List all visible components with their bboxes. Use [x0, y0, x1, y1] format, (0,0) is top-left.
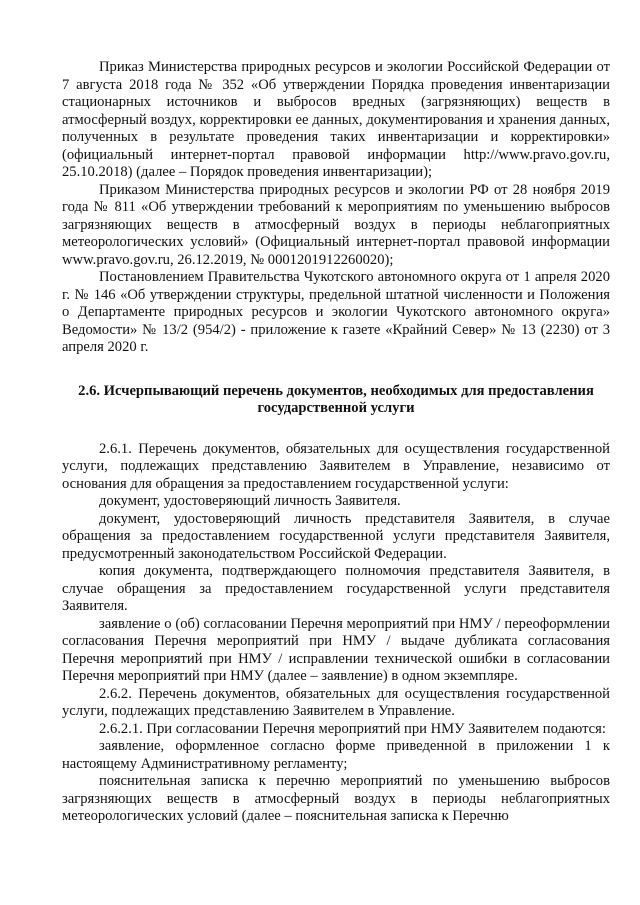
- list-item-identity-document: документ, удостоверяющий личность Заявителя.: [99, 493, 401, 509]
- section-heading: 2.6. Исчерпывающий перечень документов, необходимых для предоставления государственной услуги: [78, 382, 594, 416]
- document-page: [62, 59, 610, 826]
- paragraph-2-6-2: 2.6.2. Перечень документов, обязательных для осуществления государственной услуги, подлежащих представлению Заявителем в Управление.: [62, 685, 610, 719]
- list-item-representative-identity: документ, удостоверяющий личность представителя Заявителя, в случае обращения за предоставлением государственной услуги представителя Заявителя, предусмотренный законодательством Российской Федерации.: [62, 510, 610, 562]
- paragraph-2-6-2-1: 2.6.2.1. При согласовании Перечня мероприятий при НМУ Заявителем подаются:: [99, 720, 606, 737]
- list-item-explanatory-note: пояснительная записка к перечню мероприятий по уменьшению выбросов загрязняющих веществ в атмосферный воздух в периоды неблагоприятных метеорологических условий (далее – пояснительная записка к Перечню: [62, 773, 610, 824]
- list-item-power-of-attorney-copy: копия документа, подтверждающего полномочия представителя Заявителя, в случае обращения за предоставлением государственной услуги представителя Заявителя.: [62, 563, 610, 614]
- paragraph-order-352: Приказ Министерства природных ресурсов и экологии Российской Федерации от 7 августа 2018 года № 352 «Об утверждении Порядка проведения инвентаризации стационарных источников и выбросов вредных (загрязняющих) веществ в атмосферный воздух, корректировки ее данных, документирования и хранения данных, полученных в результате проведения таких инвентаризации и корректировки» (официальный интернет-портал правовой информации http://www.pravo.gov.ru, 25.10.2018) (далее – Порядок проведения инвентаризации);: [62, 59, 610, 180]
- list-item-application: заявление о (об) согласовании Перечня мероприятий при НМУ / переоформлении согласования Перечня мероприятий при НМУ / выдаче дубликата согласования Перечня мероприятий при НМУ / исправлении технической ошибки в согласовании Перечня мероприятий при НМУ (далее – заявление) в одном экземпляре.: [62, 615, 610, 684]
- paragraph-order-811: Приказом Министерства природных ресурсов и экологии РФ от 28 ноября 2019 года № 811 «Об утверждении требований к мероприятиям по уменьшению выбросов загрязняющих веществ в атмосферный воздух в периоды неблагоприятных метеорологических условий» (Официальный интернет-портал правовой информации www.pravo.gov.ru, 26.12.2019, № 0001201912260020);: [62, 181, 610, 268]
- paragraph-resolution-146: Постановлением Правительства Чукотского автономного округа от 1 апреля 2020 г. № 146 «Об утверждении структуры, предельной штатной численности и Положения о Департаменте природных ресурсов и экологии Чукотского автономного округа» Ведомости» № 13/2 (954/2) - приложение к газете «Крайний Север» № 13 (2230) от 3 апреля 2020 г.: [62, 269, 610, 355]
- paragraph-2-6-1: 2.6.1. Перечень документов, обязательных для осуществления государственной услуги, подлежащих представлению Заявителем в Управление, независимо от основания для обращения за предоставлением государственной услуги:: [62, 440, 610, 492]
- list-item-application-form: заявление, оформленное согласно форме приведенной в приложении 1 к настоящему Административному регламенту;: [62, 738, 610, 772]
